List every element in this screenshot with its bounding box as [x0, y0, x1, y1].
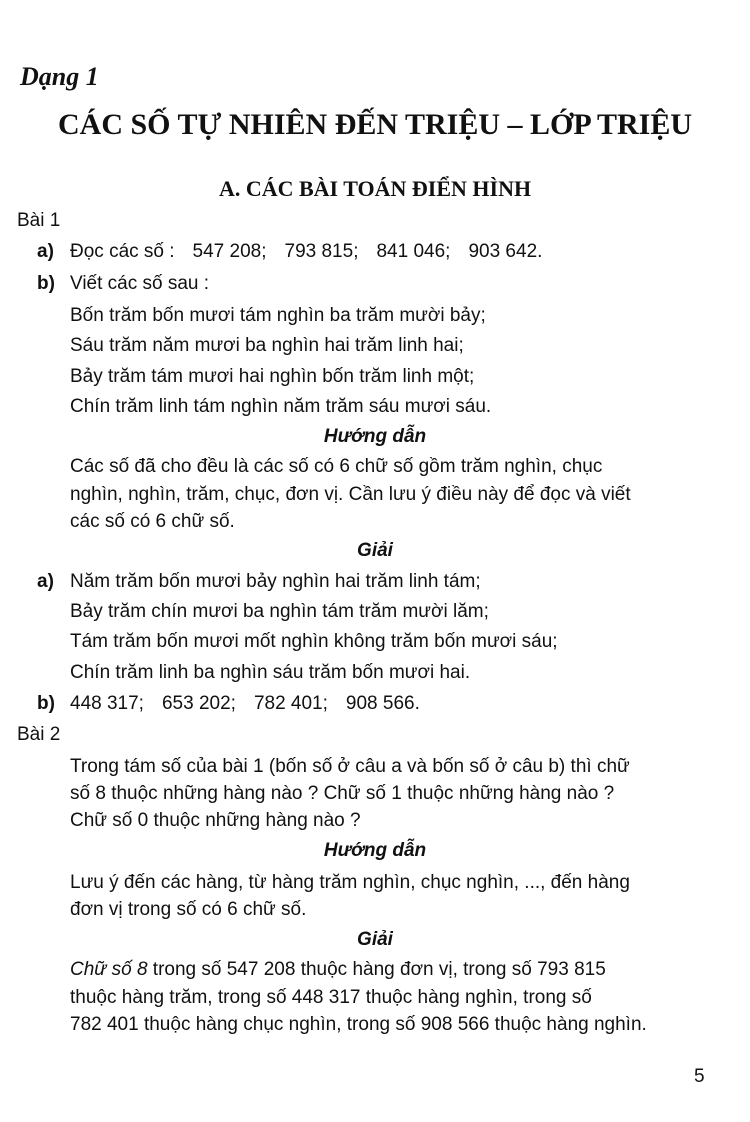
emphasis-text: Chữ số 8: [70, 959, 148, 980]
exercise-2-label: Bài 2: [17, 724, 61, 745]
text-line: Bốn trăm bốn mươi tám nghìn ba trăm mười bảy;: [70, 305, 486, 326]
text-line: Lưu ý đến các hàng, từ hàng trăm nghìn, chục nghìn, ..., đến hàng: [70, 872, 630, 893]
number-item: 653 202;: [161, 693, 236, 714]
text-line: [70, 959, 606, 981]
text-line: số 8 thuộc những hàng nào ? Chữ số 1 thuộc những hàng nào ?: [70, 783, 615, 804]
text-line: Chữ số 0 thuộc những hàng nào ?: [70, 810, 361, 831]
text-line: Sáu trăm năm mươi ba nghìn hai trăm linh hai;: [70, 335, 464, 356]
part-b-label: b): [37, 273, 55, 294]
section-heading: A. CÁC BÀI TOÁN ĐIỂN HÌNH: [218, 176, 532, 201]
part-a-text: [70, 241, 560, 263]
text-line: Năm trăm bốn mươi bảy nghìn hai trăm linh tám;: [70, 571, 481, 592]
text-line: Tám trăm bốn mươi mốt nghìn không trăm bốn mươi sáu;: [70, 631, 558, 652]
number-item: 448 317;: [70, 693, 144, 714]
text-line: thuộc hàng trăm, trong số 448 317 thuộc hàng nghìn, trong số: [70, 987, 592, 1008]
number-item: 782 401;: [253, 693, 328, 714]
text-line: Trong tám số của bài 1 (bốn số ở câu a và bốn số ở câu b) thì chữ: [70, 756, 630, 777]
solution-heading: Giải: [357, 929, 393, 950]
text-line: Bảy trăm chín mươi ba nghìn tám trăm mười lăm;: [70, 601, 489, 622]
exercise-1-label: Bài 1: [17, 210, 61, 231]
number-item: 908 566.: [345, 693, 420, 714]
chapter-label: Dạng 1: [20, 62, 99, 91]
text-line: Các số đã cho đều là các số có 6 chữ số gồm trăm nghìn, chục: [70, 456, 603, 477]
number-item: 841 046;: [376, 241, 451, 262]
solution-a-label: a): [37, 571, 54, 592]
solution-b-numbers: [70, 693, 438, 715]
text-line: Bảy trăm tám mươi hai nghìn bốn trăm linh một;: [70, 366, 475, 387]
text-line: 782 401 thuộc hàng chục nghìn, trong số 908 566 thuộc hàng nghìn.: [70, 1014, 647, 1035]
part-a-instruction: Đọc các số :: [70, 241, 175, 262]
page-number: 5: [694, 1066, 705, 1087]
number-item: 793 815;: [284, 241, 359, 262]
part-a-label: a): [37, 241, 54, 262]
text-line: nghìn, nghìn, trăm, chục, đơn vị. Cần lưu ý điều này để đọc và viết: [70, 484, 631, 505]
guide-heading: Hướng dẫn: [323, 840, 427, 861]
text-line: các số có 6 chữ số.: [70, 511, 235, 532]
number-item: 547 208;: [192, 241, 267, 262]
page-title: CÁC SỐ TỰ NHIÊN ĐẾN TRIỆU – LỚP TRIỆU: [57, 108, 693, 141]
number-item: 903 642.: [468, 241, 543, 262]
guide-heading: Hướng dẫn: [323, 426, 427, 447]
solution-b-label: b): [37, 693, 55, 714]
text-line: Chín trăm linh tám nghìn năm trăm sáu mươi sáu.: [70, 396, 492, 417]
solution-heading: Giải: [357, 540, 393, 561]
part-b-instruction: Viết các số sau :: [70, 273, 210, 294]
text-line: Chín trăm linh ba nghìn sáu trăm bốn mươi hai.: [70, 662, 471, 683]
text-line: đơn vị trong số có 6 chữ số.: [70, 899, 307, 920]
text-span: trong số 547 208 thuộc hàng đơn vị, trong số 793 815: [147, 959, 606, 980]
